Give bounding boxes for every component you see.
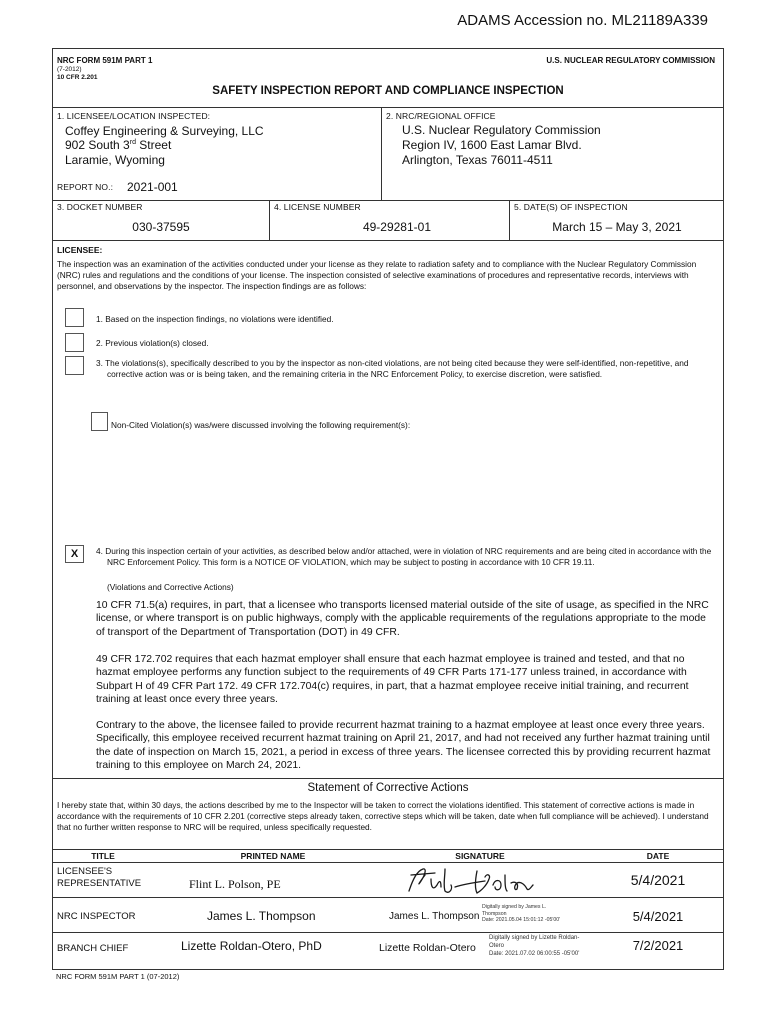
row-branch-chief-printed-name: Lizette Roldan-Otero, PhD xyxy=(181,939,322,953)
finding-4-checkbox[interactable]: X xyxy=(65,545,84,563)
violation-paragraph-1: 10 CFR 71.5(a) requires, in part, that a licensee who transports licensed material outside of the site of usage, as specified in the NRC license, or where transport is on public highways, comply with the applicable requirements of the regulations appropriate to the mode of transport of the Department of Transportation (DOT) in 49 CFR. xyxy=(96,600,709,638)
finding-3-text: 3. The violations(s), specifically described to you by the inspector as non-cited violations, are not being cited because they were self-identified, non-repetitive, and corrective action was or is being taken, and the remaining criteria in the NRC Enforcement Policy, to exercise discretion, were satisfied. xyxy=(96,358,689,379)
inspection-dates-label: 5. DATE(S) OF INSPECTION xyxy=(514,202,628,212)
regional-office-line2: Region IV, 1600 East Lamar Blvd. xyxy=(402,138,582,152)
row-branch-chief-date: 7/2/2021 xyxy=(632,938,684,953)
licensee-city: Laramie, Wyoming xyxy=(65,153,165,167)
finding-2-text: 2. Previous violation(s) closed. xyxy=(96,338,209,348)
regional-office-label: 2. NRC/REGIONAL OFFICE xyxy=(386,111,496,121)
finding-4-subtitle: (Violations and Corrective Actions) xyxy=(107,582,234,592)
inspection-dates-value: March 15 – May 3, 2021 xyxy=(552,220,682,234)
report-no-value: 2021-001 xyxy=(127,180,178,194)
violation-paragraph-3: Contrary to the above, the licensee failed to provide recurrent hazmat training to a hazmat employee at least once every three years. Specifically, this employee received recurrent hazmat training on April 21, 2017, and had not received any further hazmat training until the date of inspection on March 15, 2021, a period in excess of three years. The licensee corrected this by providing recurrent hazmat training to this employee on March 24, 2021. xyxy=(96,720,711,771)
col-date-header: DATE xyxy=(646,851,670,861)
finding-3-checkbox[interactable] xyxy=(65,356,84,375)
licensee-signature xyxy=(401,861,541,901)
row-licensee-printed-name: Flint L. Polson, PE xyxy=(189,877,281,891)
licensee-location-label: 1. LICENSEE/LOCATION INSPECTED: xyxy=(57,111,211,121)
row-inspector-printed-name: James L. Thompson xyxy=(207,909,316,923)
report-no-label: REPORT NO.: xyxy=(57,182,114,192)
license-value: 49-29281-01 xyxy=(362,220,431,234)
form-footer: NRC FORM 591M PART 1 (07-2012) xyxy=(56,972,180,981)
row-licensee-title: LICENSEE'S REPRESENTATIVE xyxy=(57,866,142,889)
row-inspector-title: NRC INSPECTOR xyxy=(57,911,136,922)
docket-label: 3. DOCKET NUMBER xyxy=(57,202,143,212)
inspector-digital-signature: Digitally signed by James L. Thompson Date: 2021.05.04 15:01:12 -05'00' xyxy=(482,904,561,923)
corrective-heading: Statement of Corrective Actions xyxy=(307,782,469,794)
corrective-text: I hereby state that, within 30 days, the actions described by me to the Inspector will be taken to correct the violations identified. This statement of corrective actions is made in accordance with the requirements of 10 CFR 2.201 (corrective steps already taken, corrective steps which will be taken, date when full compliance will be achieved). I understand that no further written response to NRC will be required, unless specifically requested. xyxy=(57,800,709,832)
col-signature-header: SIGNATURE xyxy=(455,851,505,861)
row-licensee-date: 5/4/2021 xyxy=(630,872,686,888)
col-title-header: TITLE xyxy=(91,851,115,861)
licensee-heading: LICENSEE: xyxy=(57,245,103,255)
form-cfr: 10 CFR 2.201 xyxy=(57,74,98,81)
branch-chief-digital-signature: Digitally signed by Lizette Roldan- Otero Date: 2021.07.02 06:00:55 -05'00' xyxy=(489,935,580,957)
licensee-intro: The inspection was an examination of the activities conducted under your license as they relate to radiation safety and to compliance with the Nuclear Regulatory Commission (NRC) rules and regulations and the conditions of your license. The inspection consisted of selective examinations of procedures and representative records, interviews with personnel, and observations by the inspector. The inspection findings are as follows: xyxy=(57,259,697,291)
finding-2-checkbox[interactable] xyxy=(65,333,84,352)
licensee-name: Coffey Engineering & Surveying, LLC xyxy=(65,124,264,138)
licensee-street: 902 South 3rd Street xyxy=(65,138,172,152)
regional-office-line3: Arlington, Texas 76011-4511 xyxy=(402,153,553,167)
form-date: (7-2012) xyxy=(57,66,82,73)
finding-4-text: 4. During this inspection certain of your activities, as described below and/or attached, were in violation of NRC requirements and are being cited in accordance with the NRC Enforcement Policy. This form is a NOTICE OF VIOLATION, which may be subject to posting in accordance with 10 CFR 19.11. xyxy=(96,546,712,567)
row-branch-chief-title: BRANCH CHIEF xyxy=(57,943,129,954)
agency-name: U.S. NUCLEAR REGULATORY COMMISSION xyxy=(546,56,715,65)
row-inspector-date: 5/4/2021 xyxy=(632,909,684,924)
ncv-text: Non-Cited Violation(s) was/were discussed involving the following requirement(s): xyxy=(111,420,411,430)
adams-accession: ADAMS Accession no. ML21189A339 xyxy=(457,12,708,29)
form-id: NRC FORM 591M PART 1 xyxy=(57,56,153,65)
col-printed-name-header: PRINTED NAME xyxy=(240,851,306,861)
branch-chief-signature-name: Lizette Roldan-Otero xyxy=(379,942,476,954)
finding-1-text: 1. Based on the inspection findings, no violations were identified. xyxy=(96,314,334,324)
finding-1-checkbox[interactable] xyxy=(65,308,84,327)
ncv-checkbox[interactable] xyxy=(91,412,108,431)
license-label: 4. LICENSE NUMBER xyxy=(274,202,361,212)
form-frame xyxy=(52,48,724,970)
inspector-signature-name: James L. Thompson xyxy=(389,911,480,922)
form-title: SAFETY INSPECTION REPORT AND COMPLIANCE INSPECTION xyxy=(212,85,564,97)
regional-office-line1: U.S. Nuclear Regulatory Commission xyxy=(402,123,601,137)
docket-value: 030-37595 xyxy=(132,220,190,234)
violation-paragraph-2: 49 CFR 172.702 requires that each hazmat employer shall ensure that each hazmat employee is trained and tested, and that no hazmat employee performs any function subject to the requirements of 49 CFR Parts 171-177 unless trained, in accordance with Subpart H of 49 CFR Part 172. 49 CFR 172.704(c) requires, in part, that a hazmat employee receive initial training, and recurrent training at least once every three years. xyxy=(96,654,689,705)
